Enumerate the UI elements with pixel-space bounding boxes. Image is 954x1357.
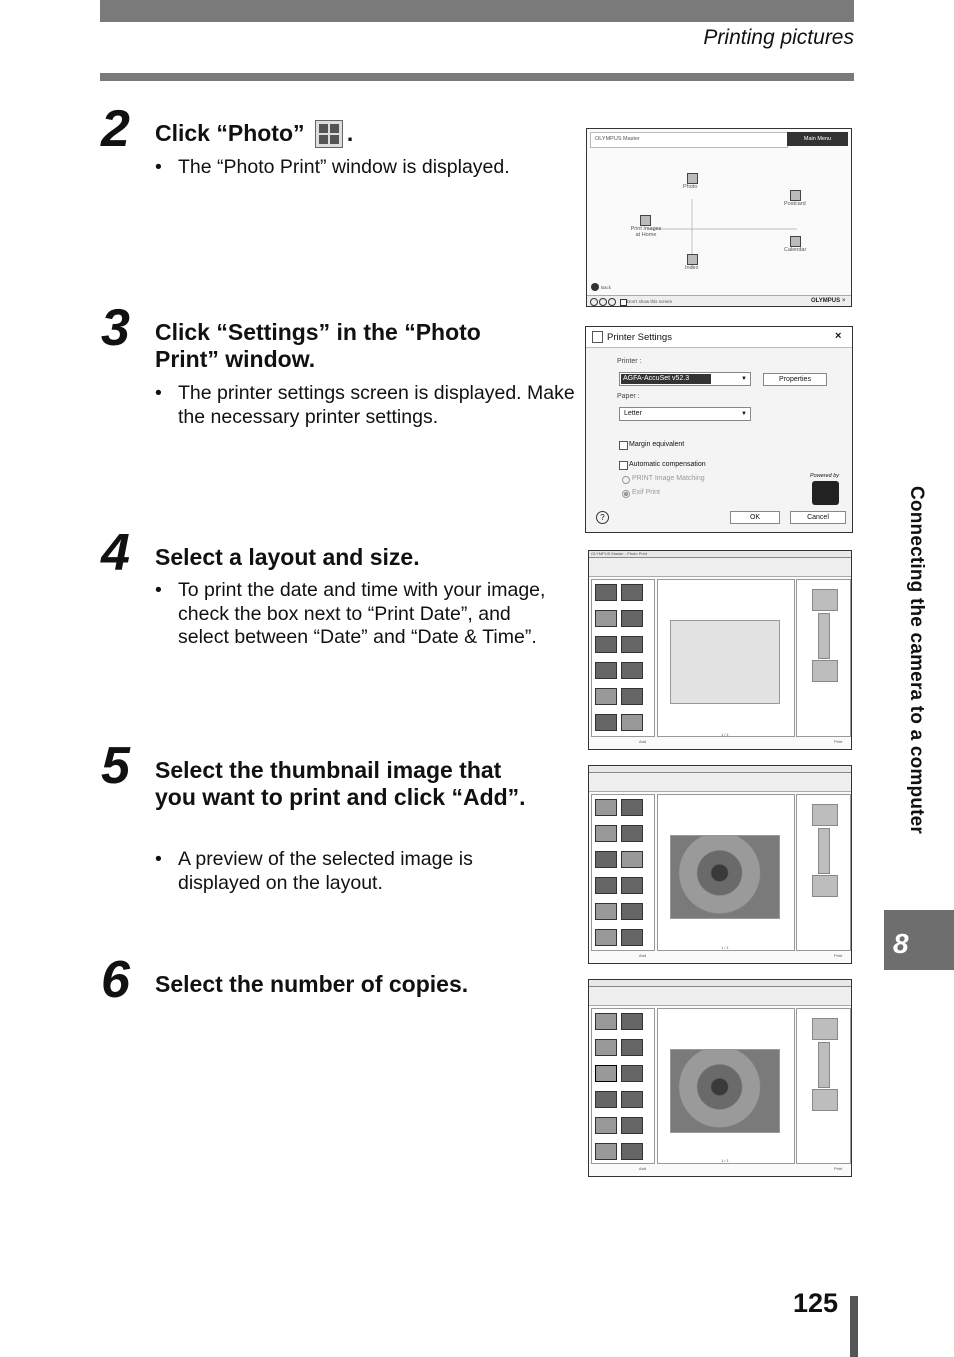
step-3-number: 3 <box>101 299 130 357</box>
postcard-label: Postcard <box>784 201 806 207</box>
top-bar <box>100 0 854 22</box>
pim-radio-label: PRINT Image Matching <box>632 475 705 482</box>
toolbar <box>589 558 851 577</box>
add-button[interactable]: Add <box>639 739 647 744</box>
thumbnail-panel[interactable] <box>591 794 655 951</box>
thumbnail[interactable] <box>595 636 617 653</box>
add-button[interactable]: Add <box>639 953 647 958</box>
auto-comp-label: Automatic compensation <box>629 461 706 468</box>
step-2-title <box>155 120 353 148</box>
bullet-marker: • <box>155 848 162 870</box>
exif-radio[interactable] <box>622 490 630 498</box>
thumbnail[interactable] <box>595 662 617 679</box>
print-image-matching-logo <box>812 481 839 505</box>
step-5-bullet: • A preview of the selected image is displayed on the layout. <box>155 848 473 894</box>
thumbnail[interactable] <box>595 610 617 627</box>
thumbnail[interactable] <box>621 662 643 679</box>
pim-radio[interactable] <box>622 476 630 484</box>
screenshot-photo-print-added <box>588 765 852 964</box>
dialog-title-bar <box>586 327 852 348</box>
cancel-button[interactable]: Cancel <box>790 511 846 524</box>
print-button[interactable]: Print <box>834 953 843 958</box>
layout-preview-panel <box>657 794 795 951</box>
thumbnail[interactable] <box>621 584 643 601</box>
thumbnail[interactable] <box>621 1091 643 1108</box>
thumbnail[interactable] <box>621 851 643 868</box>
startup-checkbox[interactable] <box>620 299 627 306</box>
settings-icon[interactable] <box>599 298 607 306</box>
layout-option[interactable] <box>812 1018 838 1040</box>
window-title-bar: OLYMPUS Master - Photo Print <box>589 551 851 558</box>
dialog-close-icon[interactable]: × <box>835 330 842 342</box>
thumbnail-panel[interactable] <box>591 1008 655 1164</box>
thumbnail[interactable] <box>621 825 643 842</box>
thumbnail[interactable] <box>595 688 617 705</box>
thumbnail[interactable] <box>595 1091 617 1108</box>
step-5-number: 5 <box>101 737 130 795</box>
step-4-number: 4 <box>101 524 130 582</box>
preview-image <box>670 835 780 919</box>
header-rule <box>100 73 854 81</box>
layout-option[interactable] <box>818 828 830 874</box>
step-2-number: 2 <box>101 100 130 158</box>
back-label: Back <box>601 285 612 290</box>
thumbnail[interactable] <box>595 877 617 894</box>
bullet-marker: • <box>155 382 162 404</box>
help-icon[interactable]: ? <box>596 511 609 524</box>
thumbnail[interactable] <box>595 799 617 816</box>
thumbnail[interactable] <box>621 688 643 705</box>
screenshot-printer-settings <box>585 326 853 533</box>
index-icon[interactable] <box>687 254 698 265</box>
auto-comp-checkbox[interactable] <box>619 461 628 470</box>
layout-option[interactable] <box>812 804 838 826</box>
section-title: Printing pictures <box>703 26 854 49</box>
step-2-bullet: • The “Photo Print” window is displayed. <box>155 156 510 178</box>
bullet-marker: • <box>155 579 162 601</box>
thumbnail[interactable] <box>621 1143 643 1160</box>
app-title-bar: OLYMPUS Master <box>590 132 788 148</box>
powered-by-label: Powered by <box>810 473 840 479</box>
layout-preview-panel <box>657 579 795 737</box>
margin-checkbox[interactable] <box>619 441 628 450</box>
toolbar <box>589 773 851 792</box>
thumbnail[interactable] <box>595 1013 617 1030</box>
chapter-side-title: Connecting the camera to a computer <box>906 486 927 835</box>
toolbar <box>589 987 851 1006</box>
thumbnail[interactable] <box>621 714 643 731</box>
properties-button[interactable]: Properties <box>763 373 827 386</box>
page-counter: 1 / 1 <box>721 732 729 737</box>
printer-label: Printer : <box>617 358 642 365</box>
thumbnail[interactable] <box>621 1039 643 1056</box>
step-2-title-text: Click “Photo” <box>155 120 305 146</box>
thumbnail[interactable] <box>621 1013 643 1030</box>
thumbnail[interactable] <box>621 1117 643 1134</box>
layout-preview-panel <box>657 1008 795 1164</box>
thumbnail[interactable] <box>595 825 617 842</box>
startup-checkbox-label: Don't show this screen <box>627 299 673 304</box>
settings-panel <box>796 1008 851 1164</box>
screenshot-main-menu <box>586 128 852 307</box>
page-bar <box>850 1296 858 1357</box>
thumbnail[interactable] <box>621 799 643 816</box>
layout-option[interactable] <box>818 1042 830 1088</box>
thumbnail[interactable] <box>595 584 617 601</box>
close-icon[interactable]: × <box>842 298 846 304</box>
thumbnail[interactable] <box>621 1065 643 1082</box>
layout-option[interactable] <box>812 660 838 682</box>
screenshot-photo-print-copies <box>588 979 852 1177</box>
back-icon[interactable] <box>591 283 599 291</box>
printer-dropdown-icon[interactable]: ▼ <box>741 376 747 382</box>
thumbnail-panel[interactable] <box>591 579 655 737</box>
print-home-label: Print Images at Home <box>630 226 662 238</box>
step-6-number: 6 <box>101 951 130 1009</box>
preview-image <box>670 1049 780 1133</box>
olympus-logo: OLYMPUS <box>811 298 841 304</box>
page-counter: 1 / 1 <box>721 945 729 950</box>
page-counter: 1 / 1 <box>721 1158 729 1163</box>
settings-panel <box>796 794 851 951</box>
printer-value: AGFA-AccuSet v52.3 <box>621 374 711 384</box>
index-label: Index <box>685 265 699 271</box>
thumbnail[interactable] <box>595 1039 617 1056</box>
thumbnail[interactable] <box>595 929 617 946</box>
bullet-marker: • <box>155 156 162 178</box>
page-number: 125 <box>793 1288 839 1318</box>
step-5-title: Select the thumbnail image that you want to print and click “Add”. <box>155 757 526 810</box>
photo-label: Photo <box>683 184 698 190</box>
printer-select[interactable] <box>619 372 751 386</box>
printer-icon <box>592 331 603 343</box>
menu-connector-lines <box>587 149 851 299</box>
layout-option[interactable] <box>818 613 830 659</box>
layout-option[interactable] <box>812 589 838 611</box>
paper-dropdown-icon[interactable]: ▼ <box>741 411 747 417</box>
dialog-title: Printer Settings <box>607 332 672 343</box>
paper-label: Paper : <box>617 393 640 400</box>
settings-panel <box>796 579 851 737</box>
thumbnail[interactable] <box>621 903 643 920</box>
margin-checkbox-label: Margin equivalent <box>629 441 685 448</box>
thumbnail[interactable] <box>595 851 617 868</box>
step-4-bullet: • To print the date and time with your image, check the box next to “Print Date”, and select between “Date” and “Date & Time”. <box>155 579 546 648</box>
thumbnail[interactable] <box>621 877 643 894</box>
thumbnail[interactable] <box>595 1117 617 1134</box>
step-3-title: Click “Settings” in the “Photo Print” window. <box>155 319 481 372</box>
info-icon[interactable] <box>608 298 616 306</box>
help-icon[interactable] <box>590 298 598 306</box>
layout-option[interactable] <box>812 1089 838 1111</box>
exif-radio-label: Exif Print <box>632 489 661 496</box>
window-title-bar <box>589 980 851 987</box>
screenshot-photo-print-layout <box>588 550 852 750</box>
empty-print-frame <box>670 620 780 704</box>
thumbnail[interactable] <box>595 1143 617 1160</box>
calendar-icon[interactable] <box>790 236 801 247</box>
photo-icon[interactable] <box>687 173 698 184</box>
step-2-title-end: . <box>346 120 354 146</box>
print-button[interactable]: Print <box>834 739 843 744</box>
main-menu-button[interactable]: Main Menu <box>787 132 848 146</box>
print-date-options[interactable] <box>799 688 847 728</box>
photo-button-icon <box>315 120 343 148</box>
add-button[interactable]: Add <box>639 1166 647 1171</box>
status-bar <box>587 295 851 307</box>
postcard-icon[interactable] <box>790 190 801 201</box>
print-home-icon[interactable] <box>640 215 651 226</box>
thumbnail-selected[interactable] <box>595 1065 617 1082</box>
paper-select[interactable] <box>619 407 751 421</box>
calendar-label: Calendar <box>784 247 807 253</box>
window-title-bar <box>589 766 851 773</box>
thumbnail[interactable] <box>595 903 617 920</box>
thumbnail[interactable] <box>621 610 643 627</box>
step-6-title: Select the number of copies. <box>155 971 469 997</box>
print-button[interactable]: Print <box>834 1166 843 1171</box>
step-3-bullet: • The printer settings screen is displayed. Make the necessary printer settings. <box>155 382 575 428</box>
paper-value: Letter <box>624 410 642 417</box>
thumbnail[interactable] <box>621 929 643 946</box>
chapter-number: 8 <box>893 928 909 959</box>
ok-button[interactable]: OK <box>730 511 780 524</box>
thumbnail[interactable] <box>621 636 643 653</box>
step-4-title: Select a layout and size. <box>155 544 420 570</box>
layout-option[interactable] <box>812 875 838 897</box>
thumbnail[interactable] <box>595 714 617 731</box>
